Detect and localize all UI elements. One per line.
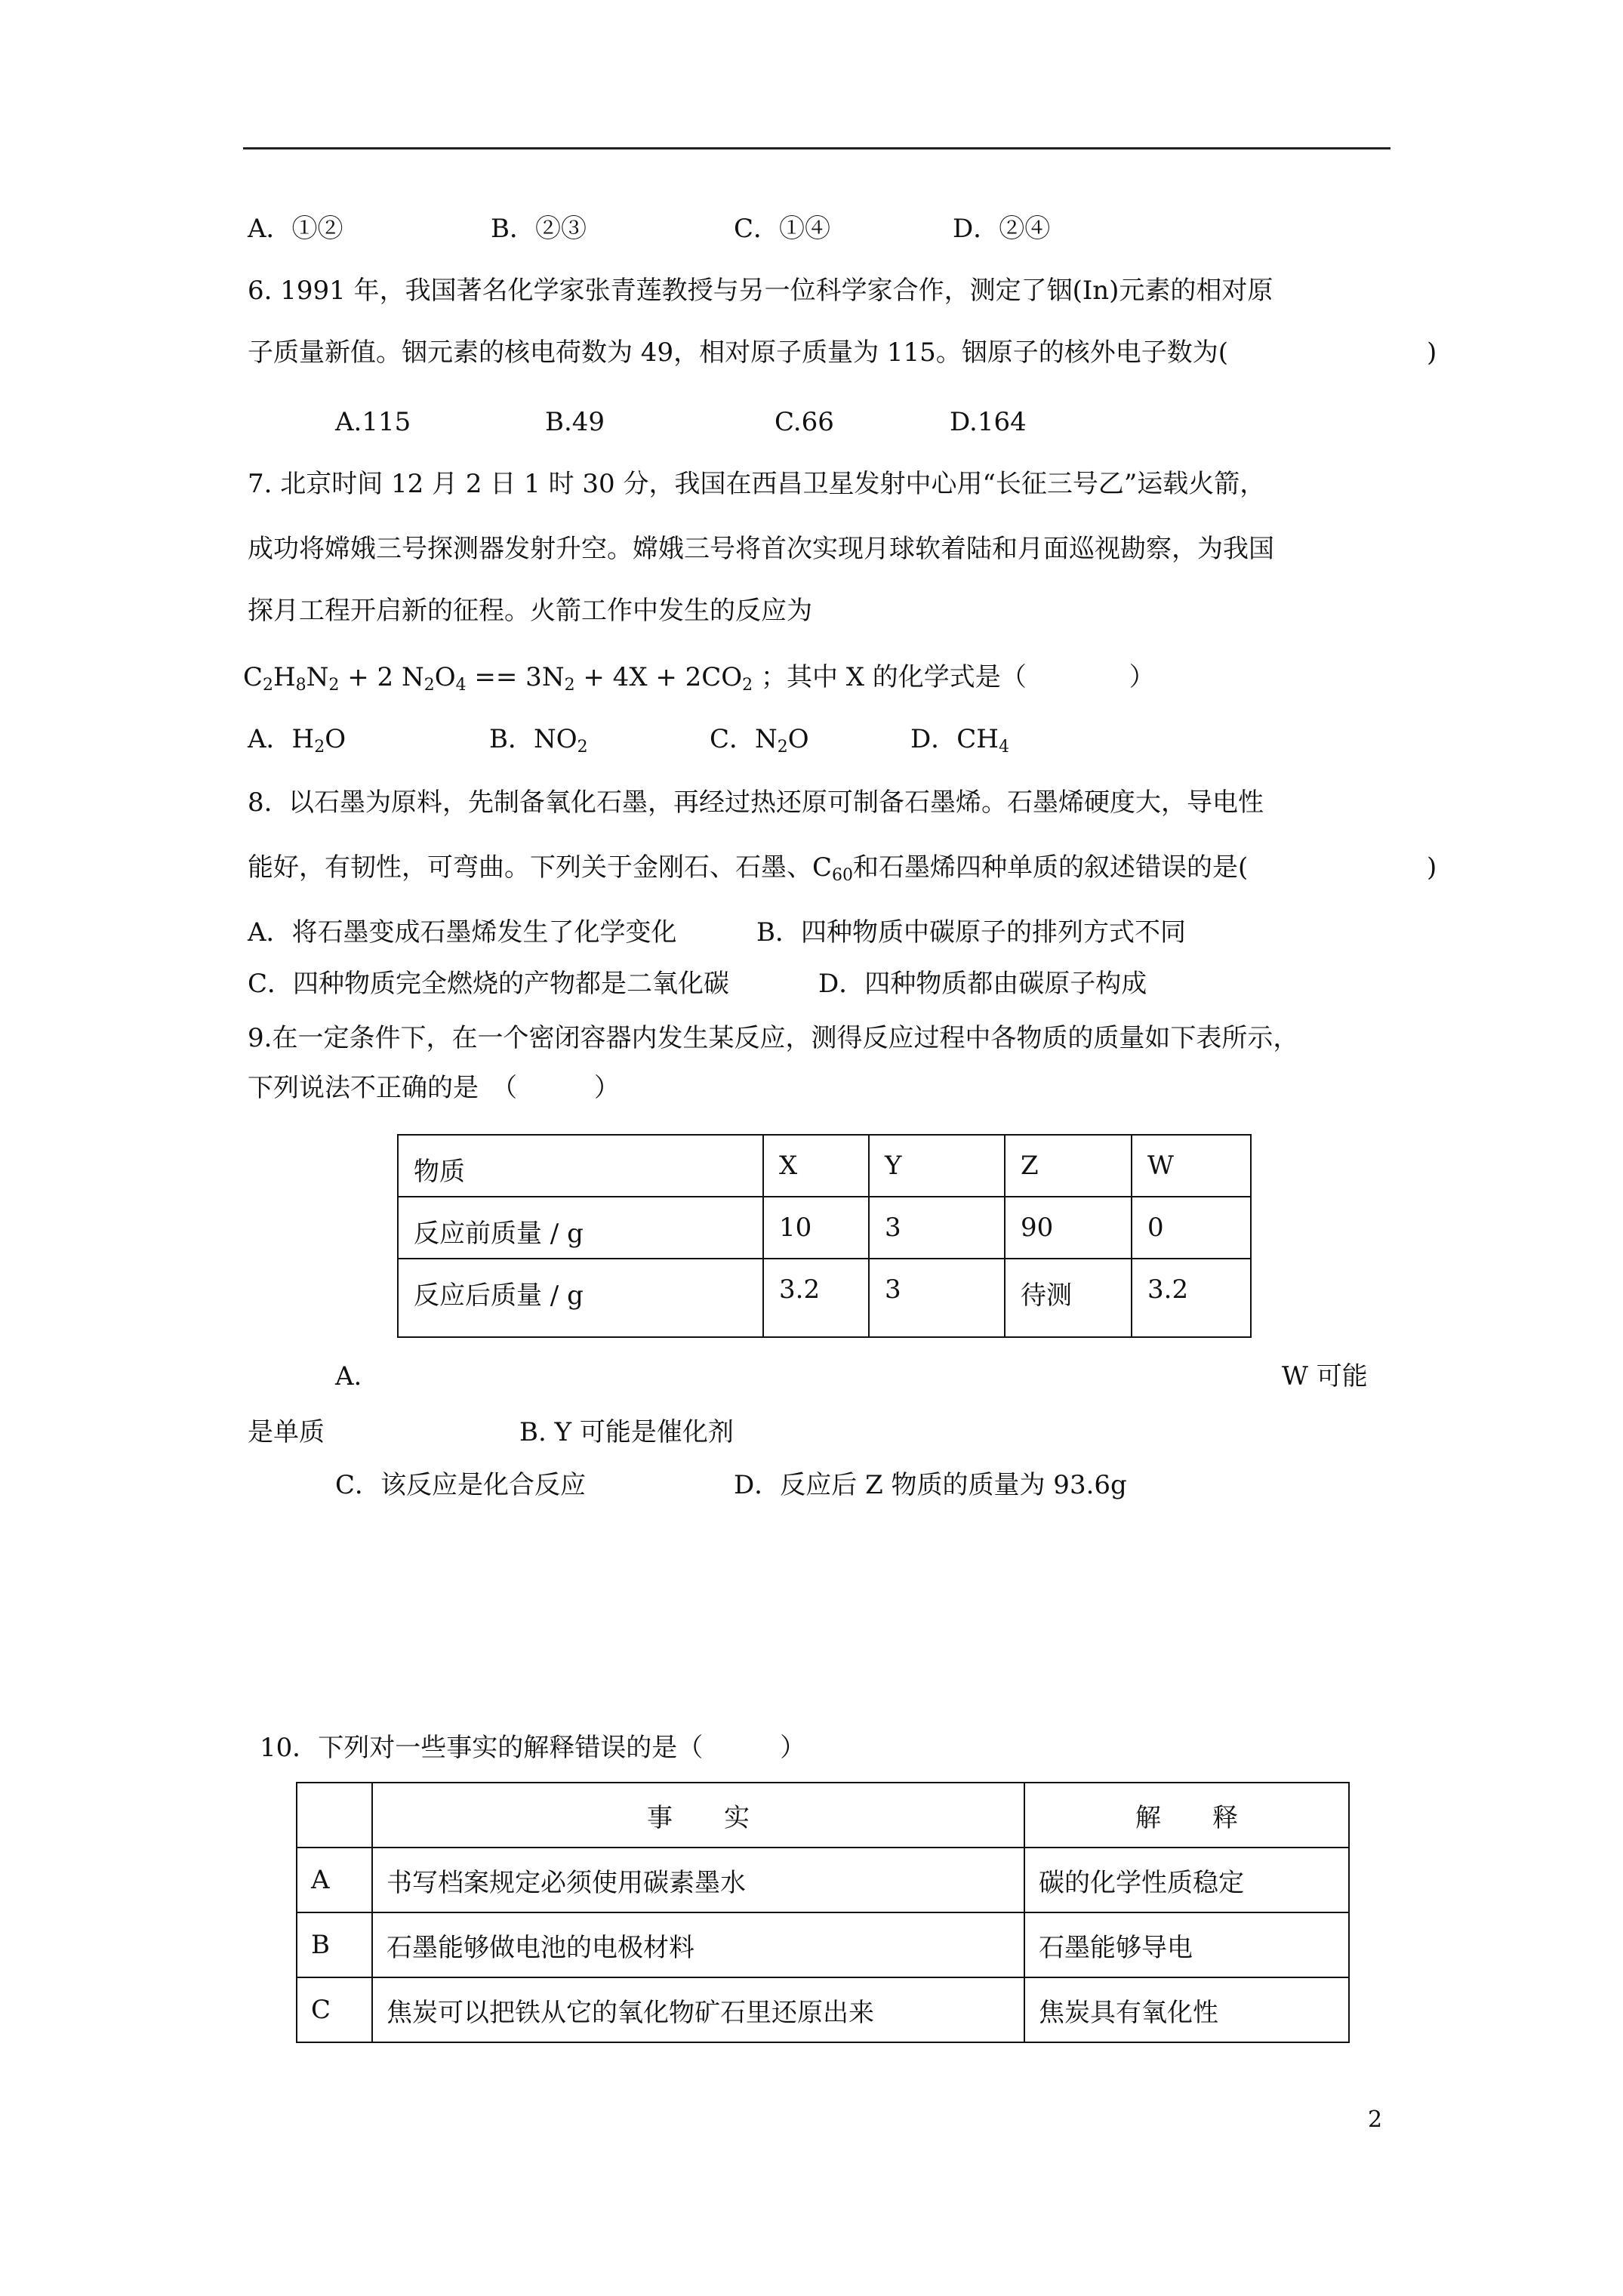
table-cell: 碳的化学性质稳定 xyxy=(1024,1848,1349,1912)
table-cell: 90 xyxy=(1005,1197,1132,1259)
q5-option-c: C．①④ xyxy=(734,214,831,244)
q6-option-c: C.66 xyxy=(775,407,834,437)
table-cell: Y xyxy=(869,1135,1005,1197)
table-cell: 3.2 xyxy=(1132,1259,1251,1337)
table-cell: 3.2 xyxy=(763,1259,869,1337)
q6-paren-close: ) xyxy=(1427,337,1437,368)
table-cell: 0 xyxy=(1132,1197,1251,1259)
q9-option-b: B. Y 可能是催化剂 xyxy=(519,1417,734,1447)
q7-equation: $C_2H_8N_2 + 2$ $N_2O_4 == 3N_2 + 4X + 2CO_2$ ；其中 X 的化学式是（ ） xyxy=(243,662,1155,695)
table-row xyxy=(297,1848,1349,1912)
q5-option-d: D．②④ xyxy=(953,214,1051,244)
q8-line-1: 8. 以石墨为原料，先制备氧化石墨，再经过热还原可制备石墨烯。石墨烯硬度大，导电性 xyxy=(248,787,1264,818)
table-cell: 待测 xyxy=(1005,1259,1132,1337)
table-cell: C xyxy=(297,1977,372,2042)
q7-option-c: C．$N_2O$ xyxy=(710,724,809,757)
table-cell: 3 xyxy=(869,1197,1005,1259)
q6-line-2: 子质量新值。铟元素的核电荷数为 49，相对原子质量为 115。铟原子的核外电子数为( xyxy=(248,337,1229,368)
q9-option-a-tail: W 可能 xyxy=(1282,1361,1368,1391)
q8-option-c: C．四种物质完全燃烧的产物都是二氧化碳 xyxy=(248,969,730,999)
table-cell: X xyxy=(763,1135,869,1197)
header-rule xyxy=(243,147,1390,149)
q9-option-d: D．反应后 Z 物质的质量为 93.6g xyxy=(734,1470,1127,1500)
q7-line-1: 7. 北京时间 12 月 2 日 1 时 30 分，我国在西昌卫星发射中心用“长征三号乙”运载火箭， xyxy=(248,469,1266,499)
table-cell: 反应前质量 / g xyxy=(398,1197,763,1259)
table-cell: 石墨能够做电池的电极材料 xyxy=(372,1912,1024,1977)
q6-line-1: 6. 1991 年，我国著名化学家张青莲教授与另一位科学家合作，测定了铟(In)元素的相对原 xyxy=(248,276,1273,306)
q9-option-a-label: A. xyxy=(335,1361,362,1391)
table-cell: 焦炭具有氧化性 xyxy=(1024,1977,1349,2042)
table-row xyxy=(398,1259,1251,1337)
q7-line-3: 探月工程开启新的征程。火箭工作中发生的反应为 xyxy=(248,596,812,626)
table-row xyxy=(297,1912,1349,1977)
q8-paren-close: ) xyxy=(1427,852,1437,883)
table-cell: 3 xyxy=(869,1259,1005,1337)
q9-line-1: 9.在一定条件下，在一个密闭容器内发生某反应，测得反应过程中各物质的质量如下表所示， xyxy=(248,1023,1299,1053)
table-cell: 物质 xyxy=(398,1135,763,1197)
table-cell: B xyxy=(297,1912,372,1977)
table-cell: 10 xyxy=(763,1197,869,1259)
q9-table xyxy=(397,1134,1252,1338)
table-cell: 事 实 xyxy=(372,1783,1024,1848)
table-cell: A xyxy=(297,1848,372,1912)
table-cell: 焦炭可以把铁从它的氧化物矿石里还原出来 xyxy=(372,1977,1024,2042)
table-cell: 解 释 xyxy=(1024,1783,1349,1848)
q6-option-b: B.49 xyxy=(545,407,605,437)
q10-stem: 10．下列对一些事实的解释错误的是（ ） xyxy=(260,1733,806,1763)
q7-option-b: B．$NO_2$ xyxy=(489,724,588,757)
q8-option-b: B．四种物质中碳原子的排列方式不同 xyxy=(756,917,1186,948)
q9-option-a-cont: 是单质 xyxy=(248,1417,325,1447)
table-row xyxy=(398,1197,1251,1259)
q9-line-2: 下列说法不正确的是 （ ） xyxy=(248,1073,620,1103)
table-row xyxy=(297,1783,1349,1848)
table-cell: 书写档案规定必须使用碳素墨水 xyxy=(372,1848,1024,1912)
table-cell: 石墨能够导电 xyxy=(1024,1912,1349,1977)
q5-option-b: B．②③ xyxy=(491,214,587,244)
q7-line-2: 成功将嫦娥三号探测器发射升空。嫦娥三号将首次实现月球软着陆和月面巡视勘察，为我国 xyxy=(248,534,1274,564)
table-row xyxy=(398,1135,1251,1197)
q7-option-a: A．$H_2O$ xyxy=(248,724,346,757)
q5-option-a: A．①② xyxy=(248,214,343,244)
table-cell: 反应后质量 / g xyxy=(398,1259,763,1337)
q10-table xyxy=(296,1782,1350,2043)
q8-line-2: 能好，有韧性，可弯曲。下列关于金刚石、石墨、$C_{60}$和石墨烯四种单质的叙述错误的是( xyxy=(248,852,1249,885)
q9-option-c: C．该反应是化合反应 xyxy=(335,1470,587,1500)
table-cell xyxy=(297,1783,372,1848)
q6-option-d: D.164 xyxy=(950,407,1027,437)
table-cell: Z xyxy=(1005,1135,1132,1197)
table-cell: W xyxy=(1132,1135,1251,1197)
q8-option-a: A．将石墨变成石墨烯发生了化学变化 xyxy=(248,917,677,948)
table-row xyxy=(297,1977,1349,2042)
q8-option-d: D．四种物质都由碳原子构成 xyxy=(818,969,1147,999)
q6-option-a: A.115 xyxy=(335,407,411,437)
page-number: 2 xyxy=(1368,2106,1383,2133)
q7-option-d: D．$CH_4$ xyxy=(910,724,1009,757)
